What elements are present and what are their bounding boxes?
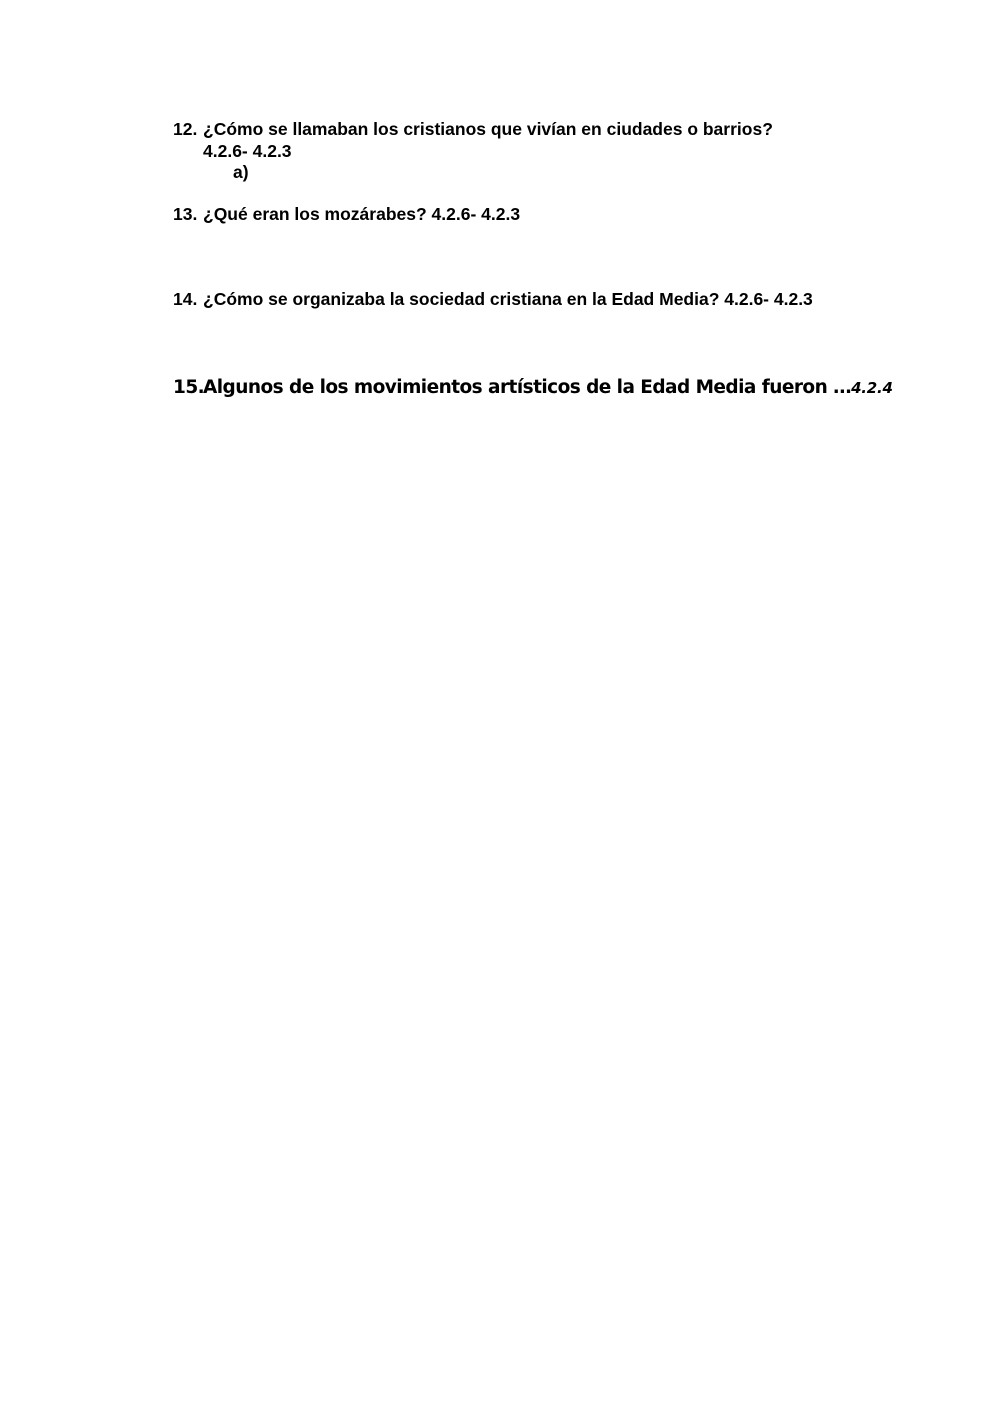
question-12-number: 12. [173,119,198,139]
question-15-number: 15. [173,377,205,398]
question-15 [173,376,893,400]
question-14-number: 14. [173,289,198,309]
question-14 [173,289,813,310]
question-13-number: 13. [173,204,198,224]
question-12-text: ¿Cómo se llamaban los cristianos que vivían en ciudades o barrios? [203,119,773,139]
question-14-text: ¿Cómo se organizaba la sociedad cristiana en la Edad Media? 4.2.6- 4.2.3 [203,289,813,309]
question-13-text: ¿Qué eran los mozárabes? 4.2.6- 4.2.3 [203,204,521,224]
question-15-text: Algunos de los movimientos artísticos de la Edad Media fueron … [203,377,852,398]
question-12-answer-label: a) [233,162,249,182]
question-12 [173,119,773,140]
question-13 [173,204,520,225]
question-15-code: 4.2.4 [851,379,893,397]
question-12-code: 4.2.6- 4.2.3 [203,141,292,161]
